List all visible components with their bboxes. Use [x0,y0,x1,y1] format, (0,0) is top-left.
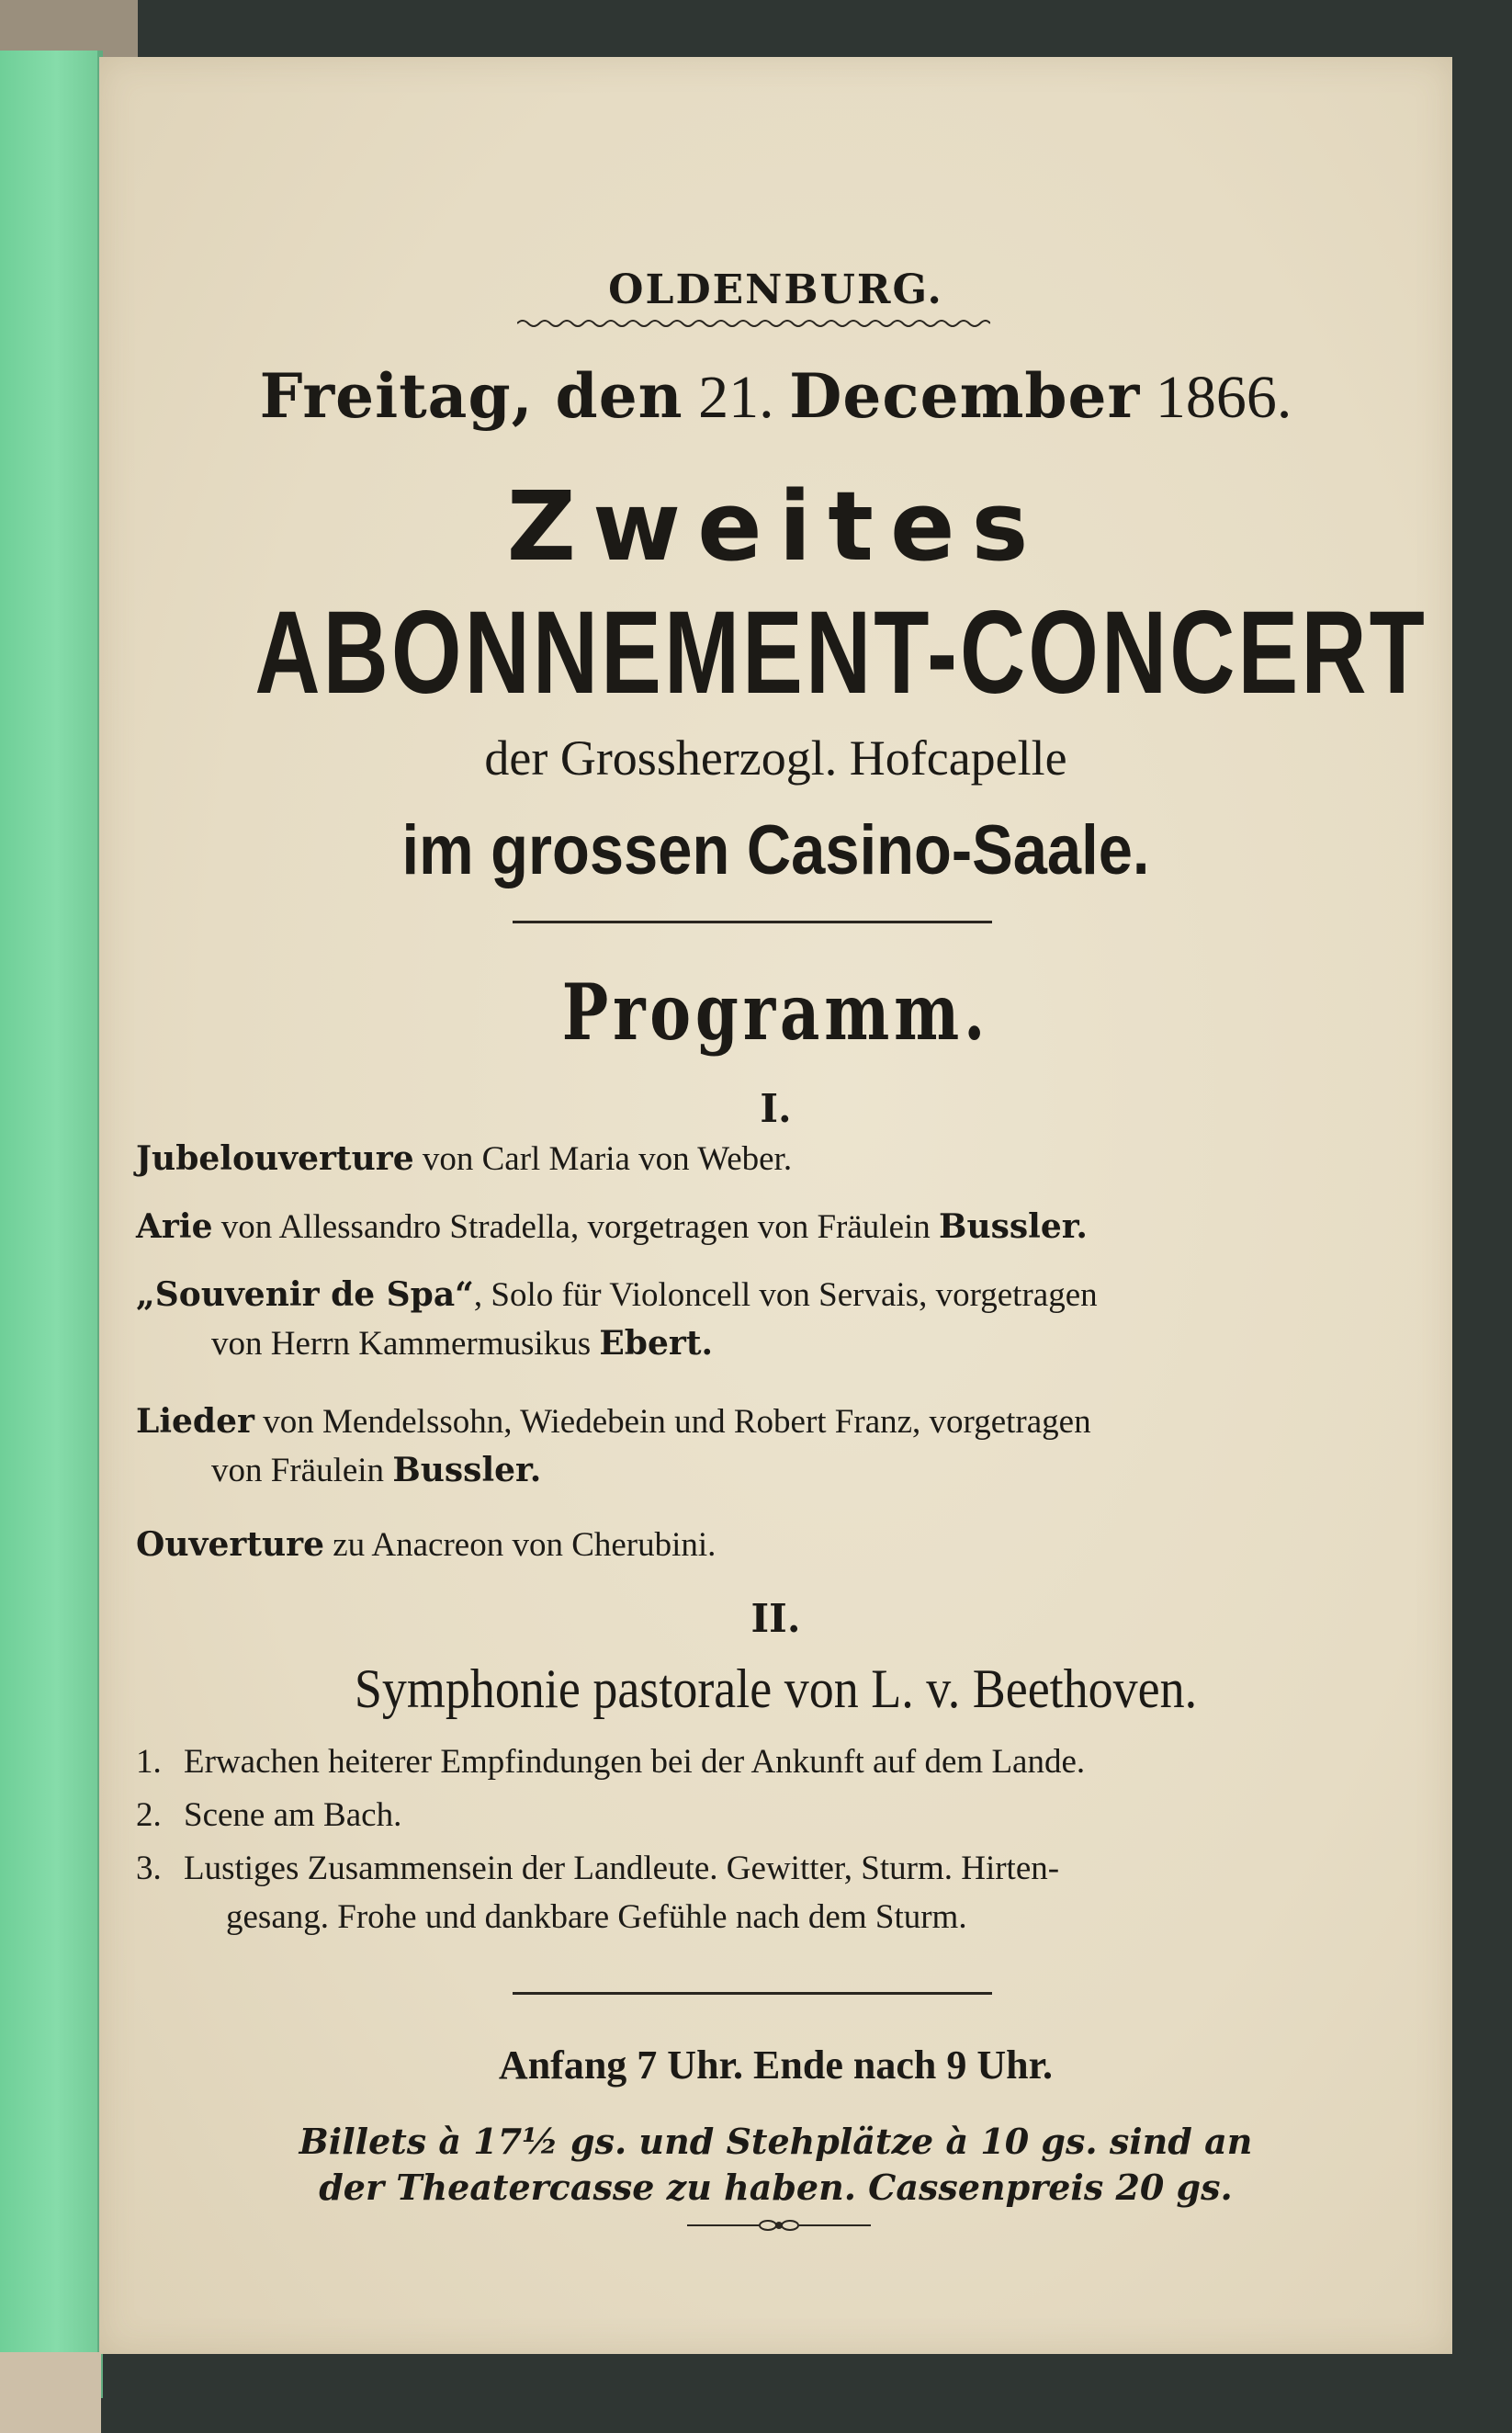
list-item [136,1525,1367,1565]
ticket-info-line1: Billets à 17½ gs. und Stehplätze à 10 gs. sind an [299,2121,1253,2162]
book-spine-bottom [0,2352,101,2433]
wavy-underline-ornament [517,316,990,331]
piece-detail: zu Anacreon von Cherubini. [324,1526,717,1564]
movement-title: Lustiges Zusammensein der Landleute. Gewitter, Sturm. Hirten- [184,1850,1060,1887]
divider-bottom [513,1992,992,1995]
list-item [136,1139,1367,1179]
piece-detail: , Solo für Violoncell von Servais, vorgetragen [473,1276,1098,1314]
date-year: 1866. [1155,364,1292,431]
piece-detail: von Carl Maria von Weber. [413,1140,793,1178]
performer-name: Bussler. [939,1207,1088,1246]
movement-title-continued: gesang. Frohe und dankbare Gefühle nach dem Sturm. [226,1898,967,1936]
concert-title: ABONNEMENT-CONCERT [254,587,1427,719]
piece-detail-continued [136,1324,1367,1364]
start-end-times: Anfang 7 Uhr. Ende nach 9 Uhr. [498,2043,1054,2088]
ticket-info-line2: der Theatercasse zu haben. Cassenpreis 20 gs. [319,2167,1233,2208]
performer-prefix: von Herrn Kammermusikus [211,1325,600,1363]
program-heading: Programm. [561,967,990,1058]
part-two-label: II. [750,1596,801,1641]
movement-number: 1. [136,1743,162,1781]
piece-detail-continued [136,1451,1367,1490]
list-item [136,1402,1367,1490]
movement-title: Scene am Bach. [184,1796,402,1834]
piece-title: Arie [136,1207,213,1246]
movement-item [136,1742,1085,1782]
green-binding-strip [0,51,103,2398]
performer-prefix: von Fräulein [211,1452,393,1489]
symphony-title: Symphonie pastorale von L. v. Beethoven. [354,1658,1198,1719]
concert-program-page [99,57,1452,2354]
piece-title: Jubelouverture [136,1139,414,1178]
list-item [136,1275,1367,1364]
city-heading: OLDENBURG. [608,266,943,313]
movement-title: Erwachen heiterer Empfindungen bei der Ankunft auf dem Lande. [184,1743,1086,1781]
piece-title: Ouverture [136,1525,324,1564]
title-ordinal: Zweites [506,470,1045,583]
piece-detail: von Mendelssohn, Wiedebein und Robert Franz, vorgetragen [254,1403,1091,1441]
venue-line: im grossen Casino-Saale. [401,811,1150,889]
piece-detail: von Allessandro Stradella, vorgetragen von Fräulein [212,1208,940,1246]
divider-top [513,921,992,923]
piece-title: Lieder [136,1402,254,1441]
orchestra-line: der Grossherzogl. Hofcapelle [484,730,1067,786]
piece-title: „Souvenir de Spa“ [136,1275,474,1314]
date-month: December [789,360,1141,432]
movement-item [136,1795,401,1835]
concert-date [99,360,1452,433]
movement-number: 3. [136,1850,162,1887]
movement-item [136,1849,1059,1937]
performer-name: Ebert. [599,1324,713,1363]
closing-ornament-icon [687,2214,871,2236]
date-day: 21. [698,364,774,431]
list-item [136,1207,1367,1247]
performer-name: Bussler. [392,1451,542,1489]
date-weekday: Freitag, den [259,360,683,432]
movement-number: 2. [136,1796,162,1834]
part-one-label: I. [760,1086,792,1131]
